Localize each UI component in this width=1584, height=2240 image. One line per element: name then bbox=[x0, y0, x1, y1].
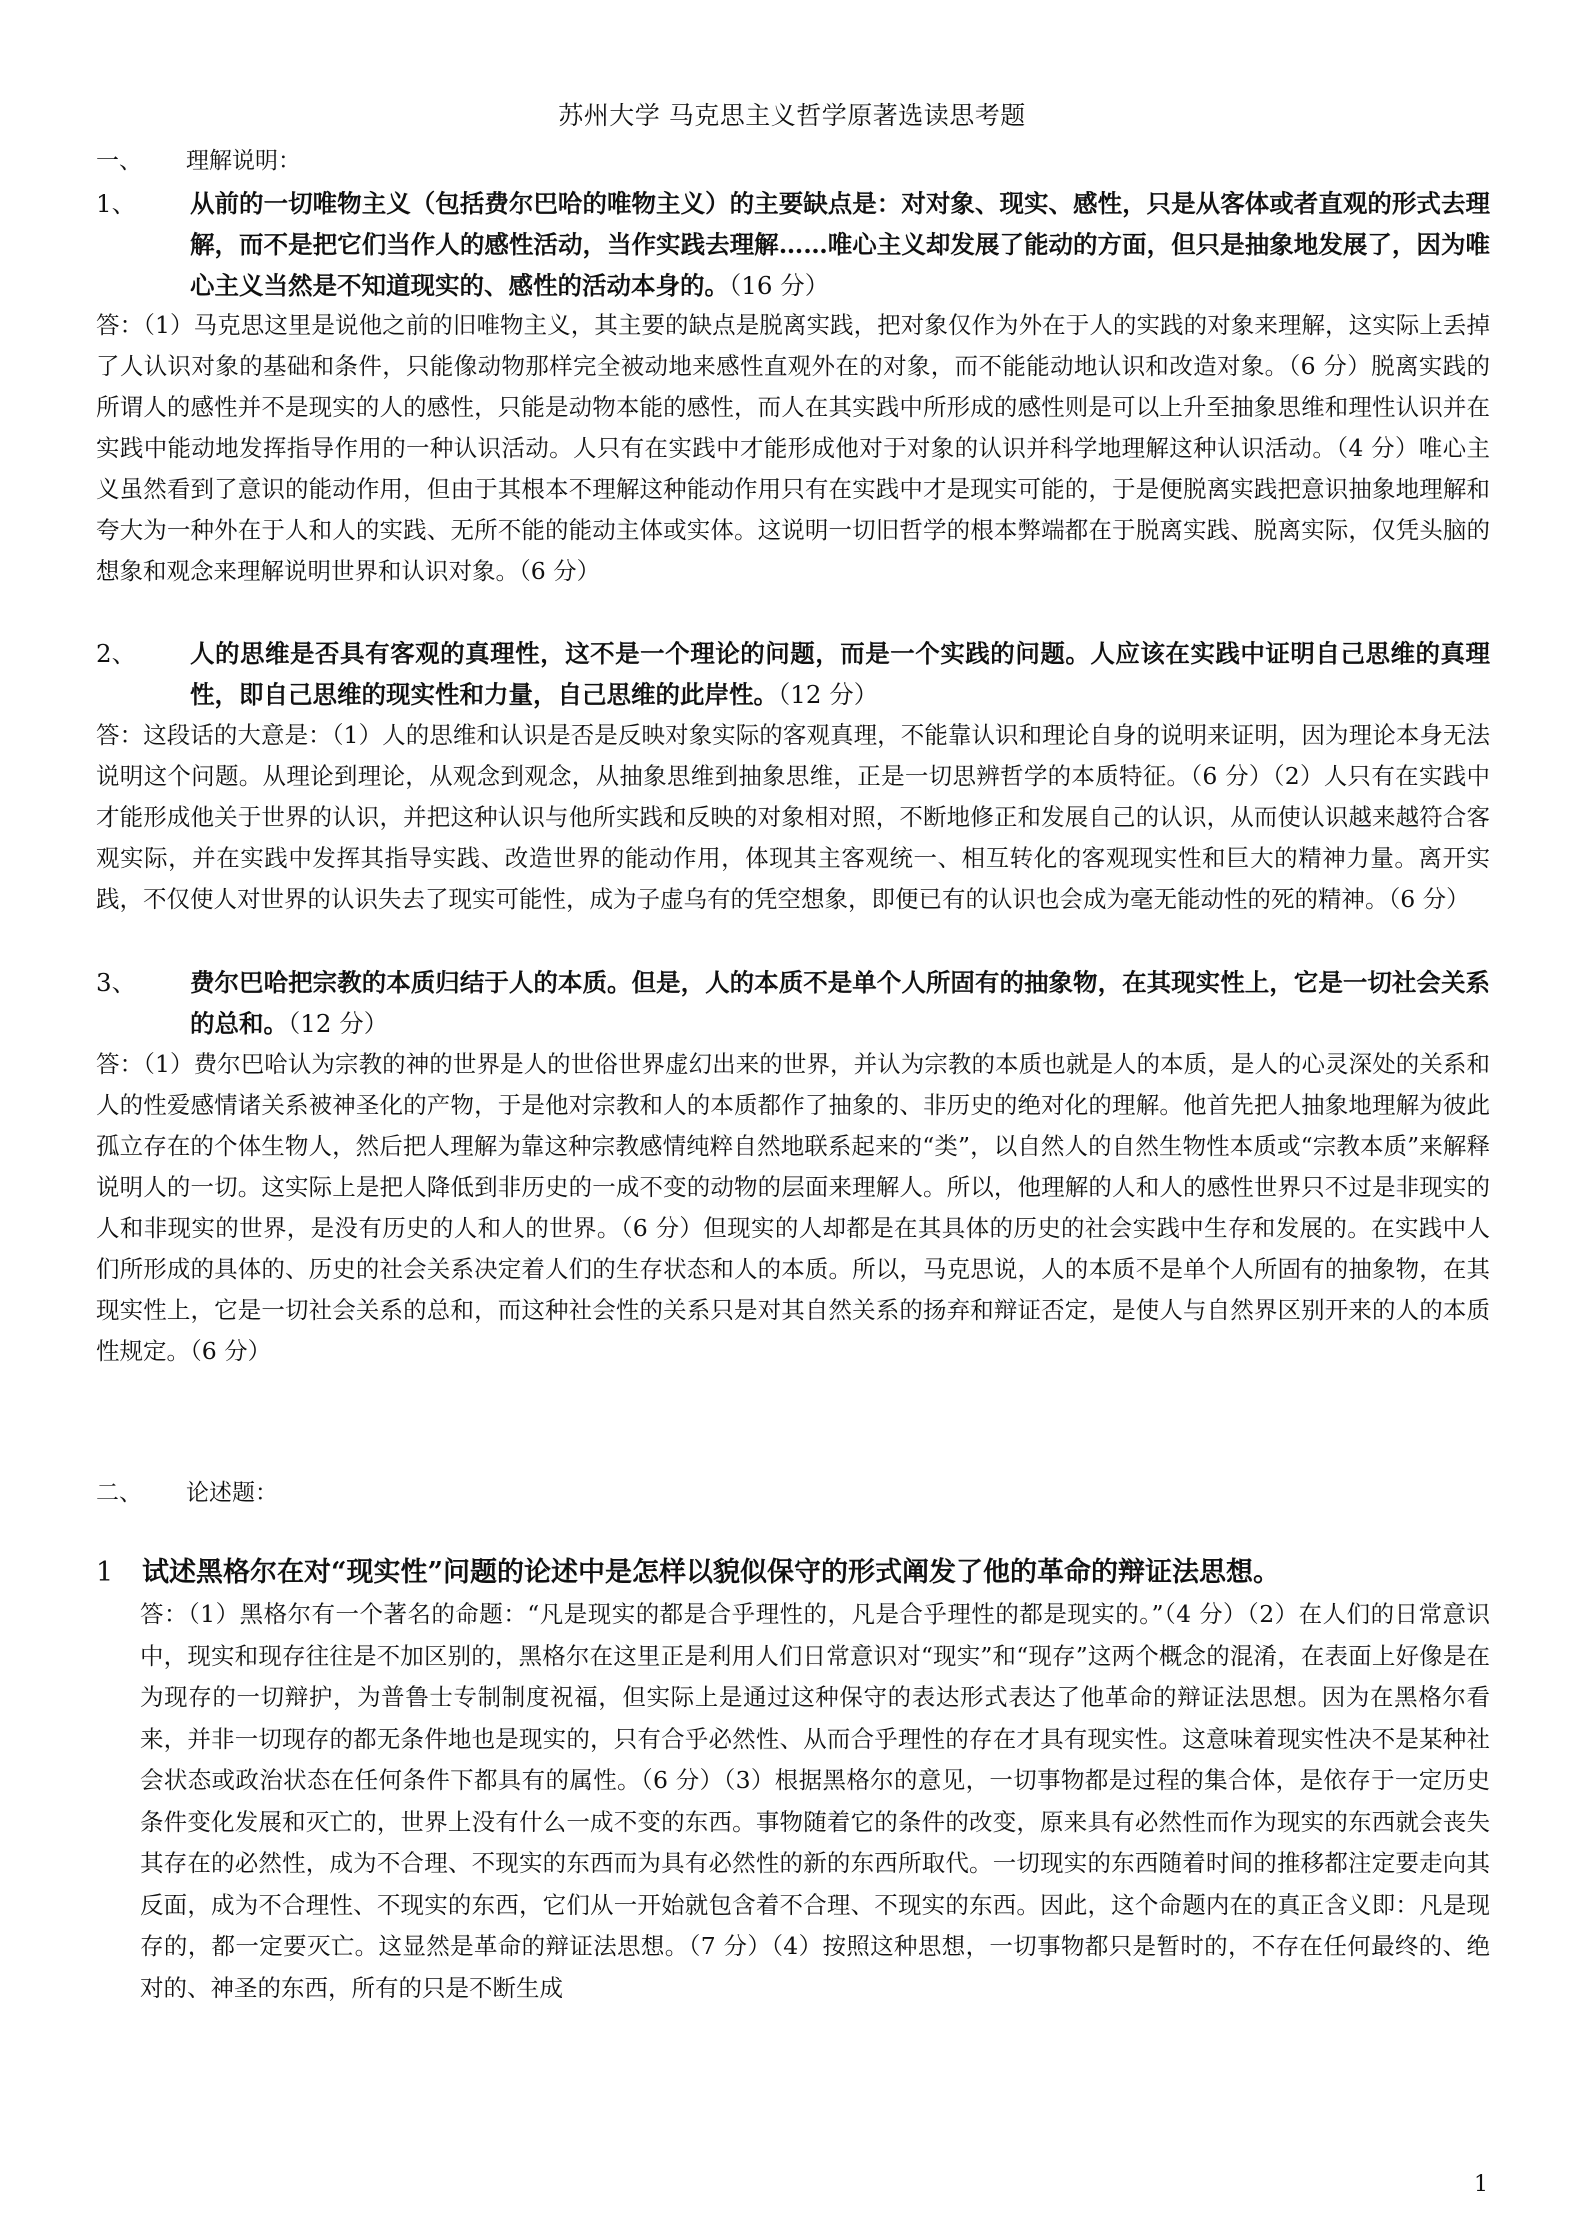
question-points: （12 分） bbox=[778, 680, 879, 709]
section-title: 论述题： bbox=[186, 1480, 278, 1506]
question-points: （12 分） bbox=[288, 1009, 389, 1038]
question-3 bbox=[96, 962, 1490, 1044]
page-number: 1 bbox=[1474, 2172, 1488, 2197]
question-number: 2、 bbox=[96, 639, 137, 668]
section-number: 一、 bbox=[96, 148, 142, 174]
question-points: （16 分） bbox=[729, 271, 830, 300]
essay-question-1 bbox=[96, 1553, 1496, 1593]
question-number: 1、 bbox=[96, 189, 137, 218]
section-heading-1 bbox=[96, 142, 301, 175]
question-1 bbox=[96, 183, 1490, 306]
section-title: 理解说明： bbox=[186, 148, 301, 174]
section-number: 二、 bbox=[96, 1480, 142, 1506]
essay-answer-1: 答：（1）黑格尔有一个著名的命题：“凡是现实的都是合乎理性的，凡是合乎理性的都是现实的。”（4 分）（2）在人们的日常意识中，现实和现存往往是不加区别的，黑格尔在这里正是利用人们日常意识对“现实”和“现存”这两个概念的混淆，在表面上好像是在为现存的一切辩护，为普鲁士专制制度祝福，但实际上是通过这种保守的表达形式表达了他革命的辩证法思想。因为在黑格尔看来，并非一切现存的都无条件地也是现实的，只有合乎必然性、从而合乎理性的存在才具有现实性。这意味着现实性决不是某种社会状态或政治状态在任何条件下都具有的属性。（6 分）（3）根据黑格尔的意见，一切事物都是过程的集合体，是依存于一定历史条件变化发展和灭亡的，世界上没有什么一成不变的东西。事物随着它的条件的改变，原来具有必然性而作为现实的东西就会丧失其存在的必然性，成为不合理、不现实的东西而为具有必然性的新的东西所取代。一切现实的东西随着时间的推移都注定要走向其反面，成为不合理性、不现实的东西，它们从一开始就包含着不合理、不现实的东西。因此，这个命题内在的真正含义即：凡是现存的，都一定要灭亡。这显然是革命的辩证法思想。（7 分）（4）按照这种思想，一切事物都只是暂时的，不存在任何最终的、绝对的、神圣的东西，所有的只是不断生成 bbox=[140, 1600, 1490, 2002]
question-text: 人的思维是否具有客观的真理性，这不是一个理论的问题，而是一个实践的问题。人应该在实践中证明自己思维的真理性，即自己思维的现实性和力量，自己思维的此岸性。 bbox=[190, 639, 1490, 709]
question-text: 试述黑格尔在对“现实性”问题的论述中是怎样以貌似保守的形式阐发了他的革命的辩证法思想。 bbox=[142, 1557, 1281, 1588]
question-2 bbox=[96, 633, 1490, 715]
section-heading-2 bbox=[96, 1474, 278, 1507]
question-number: 3、 bbox=[96, 968, 137, 997]
answer-1: 答：（1）马克思这里是说他之前的旧唯物主义，其主要的缺点是脱离实践，把对象仅作为外在于人的实践的对象来理解，这实际上丢掉了人认识对象的基础和条件，只能像动物那样完全被动地来感性直观外在的对象，而不能能动地认识和改造对象。（6 分）脱离实践的所谓人的感性并不是现实的人的感性，只能是动物本能的感性，而人在其实践中所形成的感性则是可以上升至抽象思维和理性认识并在实践中能动地发挥指导作用的一种认识活动。人只有在实践中才能形成他对于对象的认识并科学地理解这种认识活动。（4 分）唯心主义虽然看到了意识的能动作用，但由于其根本不理解这种能动作用只有在实践中才是现实可能的，于是便脱离实践把意识抽象地理解和夸大为一种外在于人和人的实践、无所不能的能动主体或实体。这说明一切旧哲学的根本弊端都在于脱离实践、脱离实际，仅凭头脑的想象和观念来理解说明世界和认识对象。（6 分） bbox=[96, 311, 1490, 585]
question-text: 费尔巴哈把宗教的本质归结于人的本质。但是，人的本质不是单个人所固有的抽象物，在其现实性上，它是一切社会关系的总和。 bbox=[190, 968, 1490, 1038]
question-text: 从前的一切唯物主义（包括费尔巴哈的唯物主义）的主要缺点是：对对象、现实、感性，只是从客体或者直观的形式去理解，而不是把它们当作人的感性活动，当作实践去理解……唯心主义却发展了能动的方面，但只是抽象地发展了，因为唯心主义当然是不知道现实的、感性的活动本身的。 bbox=[190, 189, 1490, 300]
question-number: 1 bbox=[96, 1557, 114, 1588]
answer-3: 答：（1）费尔巴哈认为宗教的神的世界是人的世俗世界虚幻出来的世界，并认为宗教的本质也就是人的本质，是人的心灵深处的关系和人的性爱感情诸关系被神圣化的产物，于是他对宗教和人的本质都作了抽象的、非历史的绝对化的理解。他首先把人抽象地理解为彼此孤立存在的个体生物人，然后把人理解为靠这种宗教感情纯粹自然地联系起来的“类”，以自然人的自然生物性本质或“宗教本质”来解释说明人的一切。这实际上是把人降低到非历史的一成不变的动物的层面来理解人。所以，他理解的人和人的感性世界只不过是非现实的人和非现实的世界，是没有历史的人和人的世界。（6 分）但现实的人却都是在其具体的历史的社会实践中生存和发展的。在实践中人们所形成的具体的、历史的社会关系决定着人们的生存状态和人的本质。所以，马克思说，人的本质不是单个人所固有的抽象物，在其现实性上，它是一切社会关系的总和，而这种社会性的关系只是对其自然关系的扬弃和辩证否定，是使人与自然界区别开来的人的本质性规定。（6 分） bbox=[96, 1050, 1490, 1365]
document-title: 苏州大学 马克思主义哲学原著选读思考题 bbox=[558, 101, 1026, 130]
answer-2: 答：这段话的大意是：（1）人的思维和认识是否是反映对象实际的客观真理，不能靠认识和理论自身的说明来证明，因为理论本身无法说明这个问题。从理论到理论，从观念到观念，从抽象思维到抽象思维，正是一切思辨哲学的本质特征。（6 分）（2）人只有在实践中才能形成他关于世界的认识，并把这种认识与他所实践和反映的对象相对照，不断地修正和发展自己的认识，从而使认识越来越符合客观实际，并在实践中发挥其指导实践、改造世界的能动作用，体现其主客观统一、相互转化的客观现实性和巨大的精神力量。离开实践，不仅使人对世界的认识失去了现实可能性，成为子虚乌有的凭空想象，即便已有的认识也会成为毫无能动性的死的精神。（6 分） bbox=[96, 721, 1490, 913]
